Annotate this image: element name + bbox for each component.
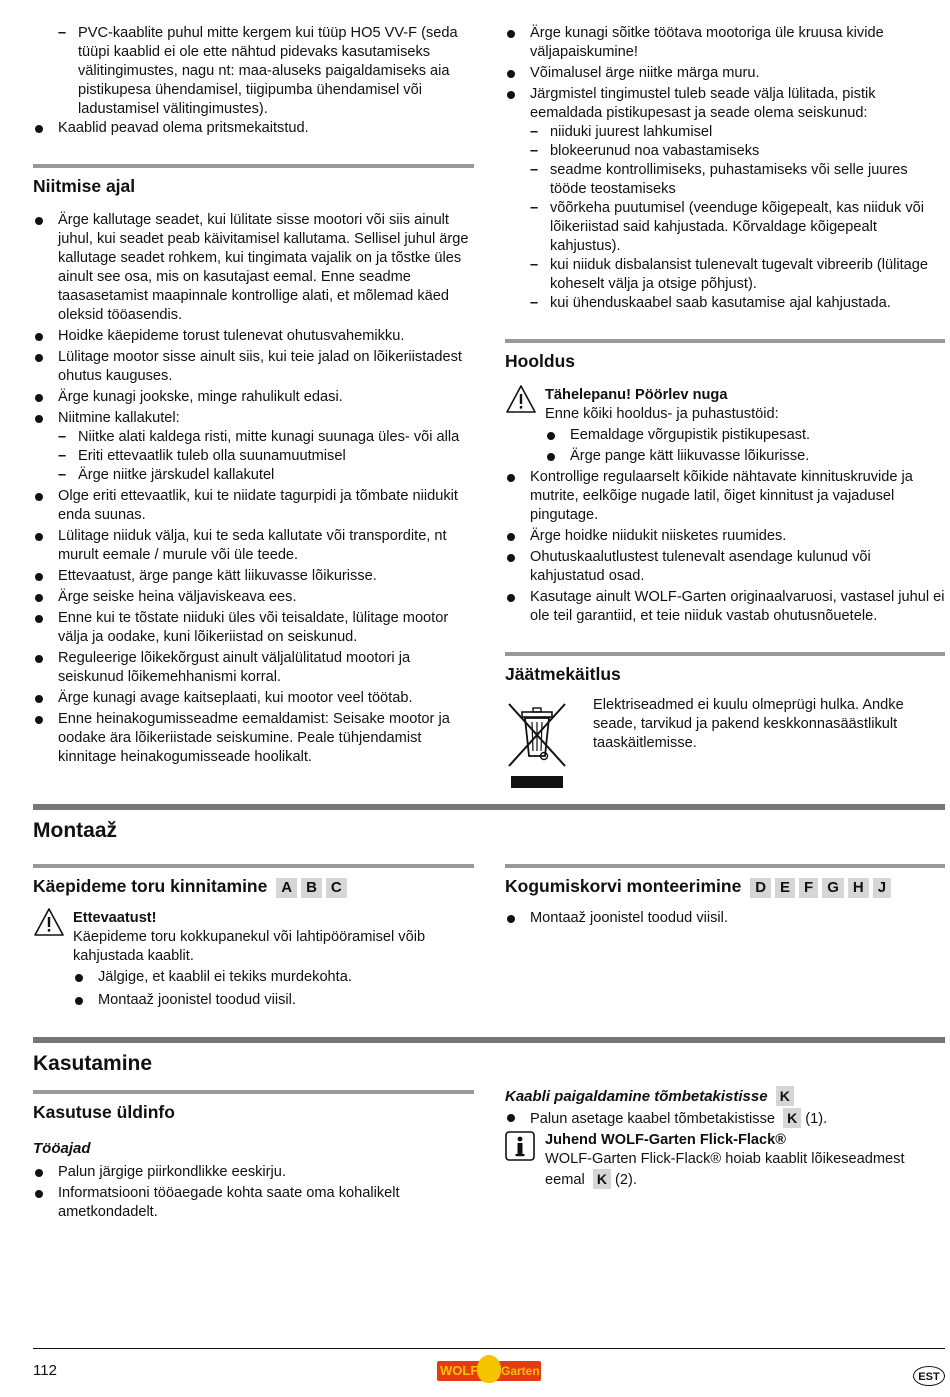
list-item: Lülitage mootor sisse ainult siis, kui teie jalad on lõikeriistadest ohutus kauguses.	[33, 348, 474, 386]
right-column	[505, 24, 945, 792]
figure-tag: G	[822, 878, 844, 898]
section-heading-text: Kogumiskorvi monteerimine	[505, 876, 742, 896]
note-title: Juhend WOLF-Garten Flick-Flack®	[545, 1132, 787, 1148]
warning-note	[505, 386, 945, 466]
list-item: Niitmine kallakutel:	[33, 409, 474, 428]
logo-text-right: Garten	[501, 1364, 540, 1378]
list-item: Ettevaatust, ärge pange kätt liikuvasse lõikurisse.	[33, 567, 474, 586]
info-note	[505, 1131, 945, 1190]
note-text: Enne kõiki hooldus- ja puhastustöid:	[545, 406, 779, 422]
crossed-out-bin-icon	[505, 696, 569, 790]
list-item: Kontrollige regulaarselt kõikide nähtavate kinnituskruvide ja mutrite, eelkõige nugade latil, õiget kinnitust ja vajadusel pingutage.	[505, 468, 945, 525]
left-column	[33, 24, 474, 767]
list-item: Jälgige, et kaablil ei tekiks murdekohta.	[73, 968, 474, 987]
figure-tag: F	[799, 878, 818, 898]
kasutamine-right	[505, 1086, 945, 1190]
list-item: Ärge kunagi sõitke töötava mootoriga üle kruusa kivide väljapaiskumine!	[505, 24, 945, 62]
list-item: – blokeerunud noa vabastamiseks	[530, 142, 945, 161]
wolf-garten-logo	[437, 1355, 541, 1383]
note-text: Käepideme toru kokkupanekul või lahtipööramisel võib kahjustada kaablit.	[73, 929, 426, 964]
list-item: Ärge kallutage seadet, kui lülitate sisse mootori või siis ainult juhul, kui seadet peab käivitamisel kallutama. Sellisel juhul ärge kallutage seadet rohkem, kui tingimata vajalik on ja tõstke üles ainult see osa, mis on kasutajast eemal. Enne seadme taasasetamist maapinnale kontrollige alati, et mõlemad käed oleksid tööasendis.	[33, 211, 474, 325]
disposal-block	[505, 696, 945, 792]
list-item: – PVC-kaablite puhul mitte kergem kui tüüp HO5 VV-F (seda tüüpi kaablid ei ole ette nähtud pidevaks kasutamiseks välitingimustes, nagu nt: maa-aluseks paigaldamiseks aia pistikupesa ühendamisel, tiigipumba ühendamisel või ladustamisel välitingimustes).	[58, 24, 474, 119]
list-item: Reguleerige lõikekõrgust ainult väljalülitatud mootori ja seiskunud lõikemehhanismi korral.	[33, 649, 474, 687]
list-item: Ärge kunagi avage kaitseplaati, kui mootor veel töötab.	[33, 689, 474, 708]
section-heading: Kasutuse üldinfo	[33, 1090, 474, 1123]
list-item-suffix: (1).	[805, 1111, 828, 1127]
list-item: Hoidke käepideme torust tulenevat ohutusvahemikku.	[33, 327, 474, 346]
figure-tag: K	[593, 1169, 611, 1189]
switch-off-dash-list	[505, 123, 945, 313]
note-title: Tähelepanu! Pöörlev nuga	[545, 387, 728, 403]
figure-tag: B	[301, 878, 322, 898]
section-heading-text: Käepideme toru kinnitamine	[33, 876, 268, 896]
list-item: – Eriti ettevaatlik tuleb olla suunamuutmisel	[58, 447, 474, 466]
list-item: – võõrkeha puutumisel (veenduge kõigepealt, kas niiduk või lõikeriistad said kahjustada. Kõrvaldage kõigepealt kahjustus).	[530, 199, 945, 256]
section-heading	[33, 864, 474, 898]
figure-tag: K	[783, 1108, 801, 1128]
list-item: – kui ühenduskaabel saab kasutamise ajal kahjustada.	[530, 294, 945, 313]
list-item: Eemaldage võrgupistik pistikupesast.	[545, 426, 945, 445]
figure-tag: C	[326, 878, 347, 898]
montaaz-left	[33, 864, 474, 1010]
section-heading: Hooldus	[505, 339, 945, 372]
warning-triangle-icon	[33, 907, 65, 937]
note-text	[545, 1150, 945, 1190]
figure-tag: H	[848, 878, 869, 898]
note-title: Ettevaatust!	[73, 910, 157, 926]
list-item: Järgmistel tingimustel tuleb seade välja lülitada, pistik eemaldada pistikupesast ja seade olema seiskunud:	[505, 85, 945, 123]
figure-tag: E	[775, 878, 795, 898]
list-item: Olge eriti ettevaatlik, kui te niidate tagurpidi ja tõmbate niidukit enda suunas.	[33, 487, 474, 525]
figure-tag: D	[750, 878, 771, 898]
logo-text-left: WOLF	[440, 1363, 479, 1378]
section-heading	[505, 864, 945, 898]
niitmise-list	[33, 211, 474, 767]
note-text-suffix: (2).	[615, 1172, 637, 1188]
footer-rule	[33, 1348, 945, 1349]
info-icon	[505, 1131, 535, 1161]
figure-tag: K	[776, 1086, 794, 1106]
list-item: Informatsiooni tööaegade kohta saate oma kohalikelt ametkondadelt.	[33, 1184, 474, 1222]
figure-tag: J	[873, 878, 891, 898]
list-item: Ohutuskaalutlustest tulenevalt asendage kulunud või kahjustatud osad.	[505, 548, 945, 586]
language-badge-text: EST	[918, 1371, 940, 1383]
list-item: – kui niiduk disbalansist tulenevalt tugevalt vibreerib (lülitage koheselt välja ja otsige põhjust).	[530, 256, 945, 294]
warning-triangle-icon	[505, 384, 537, 414]
section-heading: Niitmise ajal	[33, 164, 474, 197]
list-item-text: Palun asetage kaabel tõmbetakistisse	[530, 1111, 776, 1127]
list-item: Võimalusel ärge niitke märga muru.	[505, 64, 945, 83]
disposal-text: Elektriseadmed ei kuulu olmeprügi hulka. Andke seade, tarvikud ja pakend keskkonnasäästlikult taaskäitlemisse.	[593, 697, 904, 751]
page-number: 112	[33, 1362, 57, 1379]
list-item: Enne heinakogumisseadme eemaldamist: Seisake mootor ja oodake ära lõikeriistade seiskumine. Peale tühjendamist kinnitage heinakogumisseade hoolikalt.	[33, 710, 474, 767]
list-item: Ärge kunagi jookske, minge rahulikult edasi.	[33, 388, 474, 407]
language-badge	[913, 1366, 945, 1386]
chapter-heading-kasutamine: Kasutamine	[33, 1037, 945, 1077]
subsection-heading	[505, 1086, 945, 1106]
kasutamine-left	[33, 1090, 474, 1222]
list-item: Kaablid peavad olema pritsmekaitstud.	[33, 119, 474, 138]
subsection-heading: Tööajad	[33, 1140, 91, 1157]
list-item: – Niitke alati kaldega risti, mitte kunagi suunaga üles- või alla	[58, 428, 474, 447]
warning-note	[33, 909, 474, 1010]
list-item: Ärge hoidke niidukit niisketes ruumides.	[505, 527, 945, 546]
list-item: Ärge pange kätt liikuvasse lõikurisse.	[545, 447, 945, 466]
list-item: Montaaž joonistel toodud viisil.	[73, 991, 474, 1010]
list-item: – niiduki juurest lahkumisel	[530, 123, 945, 142]
subsection-heading-text: Kaabli paigaldamine tõmbetakistisse	[505, 1088, 768, 1105]
list-item	[505, 1108, 945, 1129]
note-text-main: WOLF-Garten Flick-Flack® hoiab kaablit lõikeseadmest eemal	[545, 1151, 905, 1188]
montaaz-right	[505, 864, 945, 928]
list-item: – Ärge niitke järskudel kallakutel	[58, 466, 474, 485]
section-heading: Jäätmekäitlus	[505, 652, 945, 685]
list-item: Palun järgige piirkondlikke eeskirju.	[33, 1163, 474, 1182]
list-item: Enne kui te tõstate niiduki üles või teisaldate, lülitage mootor välja ja oodake, kuni lõikeriistad on seiskunud.	[33, 609, 474, 647]
figure-tag: A	[276, 878, 297, 898]
list-item: Ärge seiske heina väljaviskeava ees.	[33, 588, 474, 607]
chapter-heading-montaaz: Montaaž	[33, 804, 945, 844]
list-item: Montaaž joonistel toodud viisil.	[505, 909, 945, 928]
slope-dash-list	[33, 428, 474, 485]
list-item: Kasutage ainult WOLF-Garten originaalvaruosi, vastasel juhul ei ole teil garantiid, et teie niiduk vastab ohutusnõuetele.	[505, 588, 945, 626]
list-item: Lülitage niiduk välja, kui te seda kallutate või transpordite, nt murult eemale / murule või üle teede.	[33, 527, 474, 565]
list-item: – seadme kontrollimiseks, puhastamiseks või selle juures tööde teostamiseks	[530, 161, 945, 199]
intro-dash-list	[33, 24, 474, 119]
